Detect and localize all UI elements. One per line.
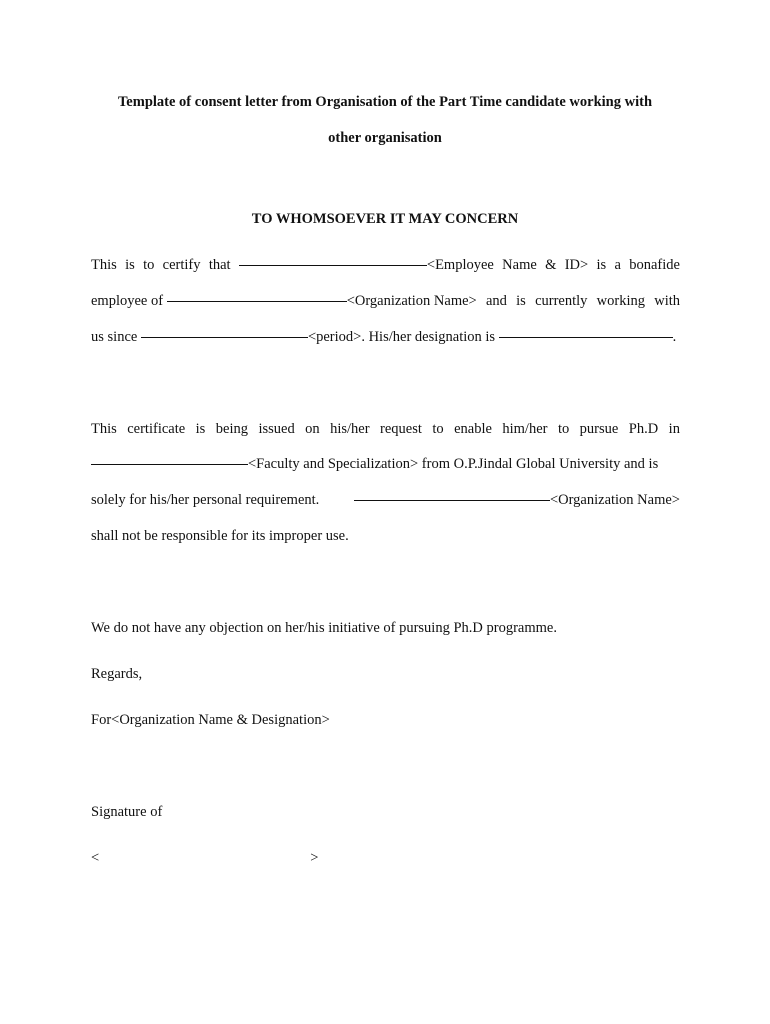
paragraph-1-line-1 — [91, 257, 680, 274]
paragraph-2-line-3 — [91, 492, 680, 509]
word: to — [432, 421, 444, 437]
word: working — [596, 293, 645, 309]
word: issued — [258, 421, 295, 437]
word: and — [485, 293, 507, 309]
period-blank — [141, 336, 308, 338]
concern-heading: TO WHOMSOEVER IT MAY CONCERN — [251, 211, 519, 227]
word: his/her — [330, 421, 370, 437]
word: us since — [91, 329, 138, 345]
regards-text: Regards, — [91, 666, 143, 682]
word: being — [215, 421, 248, 437]
designation-text: <period>. His/her designation is — [307, 329, 496, 345]
paragraph-2-line-2 — [91, 456, 680, 473]
word: him/her — [502, 421, 548, 437]
signature-close-bracket: > — [310, 850, 319, 866]
document-title-line-1: Template of consent letter from Organisation of the Part Time candidate working with — [117, 94, 653, 110]
word: & — [545, 257, 557, 273]
word: currently — [535, 293, 588, 309]
signature-placeholder — [91, 850, 680, 867]
word: is — [596, 257, 607, 273]
faculty-blank — [91, 463, 248, 465]
word: ID> — [564, 257, 589, 273]
word: is — [516, 293, 526, 309]
organization-blank: employee of <Organization Name> — [91, 293, 477, 309]
word: with — [654, 293, 680, 309]
word: on — [305, 421, 320, 437]
word: certificate — [127, 421, 186, 437]
organization-blank-2: <Organization Name> — [354, 492, 680, 509]
word: This — [91, 257, 117, 273]
word: to — [557, 421, 570, 437]
signature-label: Signature of — [91, 804, 163, 820]
faculty-text: <Faculty and Specialization> from O.P.Jindal Global University and is — [248, 456, 659, 472]
paragraph-2-line-1 — [91, 421, 680, 438]
word: request — [380, 421, 422, 437]
requirement-text: solely for his/her personal requirement. — [91, 492, 320, 508]
document-title-line-2: other organisation — [328, 130, 442, 146]
designation-blank — [499, 336, 673, 338]
paragraph-1-line-2 — [91, 293, 680, 310]
word: certify — [162, 257, 201, 273]
word: Ph.D — [628, 421, 659, 437]
no-objection-text: We do not have any objection on her/his initiative of pursuing Ph.D programme. — [91, 620, 557, 636]
word: to — [143, 257, 155, 273]
employee-name-blank: <Employee — [239, 257, 494, 274]
word: This — [91, 421, 117, 437]
word: is — [195, 421, 206, 437]
word: that — [208, 257, 231, 273]
word: pursue — [579, 421, 619, 437]
word: a — [614, 257, 621, 273]
word: Name — [502, 257, 537, 273]
signature-open-bracket: < — [91, 850, 100, 866]
word: is — [125, 257, 135, 273]
word: bonafide — [629, 257, 680, 273]
word: in — [668, 421, 680, 437]
period-mark: . — [672, 329, 677, 345]
paragraph-1-line-3 — [91, 329, 680, 346]
for-organization-text: For<Organization Name & Designation> — [91, 712, 330, 728]
word: enable — [454, 421, 492, 437]
paragraph-2-line-4: shall not be responsible for its improper use. — [91, 528, 349, 544]
